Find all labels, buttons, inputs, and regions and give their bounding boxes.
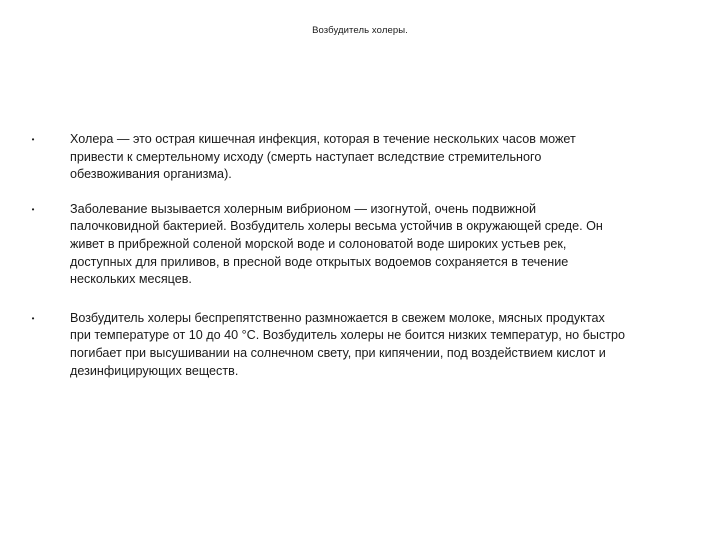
bullet-item bbox=[28, 131, 678, 184]
slide-title: Возбудитель холеры. bbox=[312, 25, 408, 36]
bullet-dot-icon: • bbox=[31, 313, 35, 323]
bullet-text: Заболевание вызывается холерным вибрионом — изогнутой, очень подвижной палочковидной бактерией. Возбудитель холеры весьма устойчив в окружающей среде. Он живет в прибрежной соленой морской воде и солоноватой воде широких устьев рек, доступных для приливов, в пресной воде открытых водоемов сохраняется в течение нескольких месяцев. bbox=[70, 201, 603, 287]
bullet-item bbox=[28, 201, 678, 289]
bullet-list bbox=[28, 131, 678, 397]
bullet-dot-icon: • bbox=[31, 135, 35, 144]
bullet-text: Холера — это острая кишечная инфекция, которая в течение нескольких часов может привести к смертельному исходу (смерть наступает вследствие стремительного обезвоживания организма). bbox=[70, 132, 576, 182]
bullet-item bbox=[28, 310, 678, 380]
bullet-dot-icon: • bbox=[31, 204, 35, 214]
bullet-text: Возбудитель холеры беспрепятственно размножается в свежем молоке, мясных продуктах при температуре от 10 до 40 °С. Возбудитель холеры не боится низких температур, но быстро погибает при высушивании на солнечном свету, при кипячении, под воздействием кислот и дезинфицирующих веществ. bbox=[70, 310, 626, 378]
